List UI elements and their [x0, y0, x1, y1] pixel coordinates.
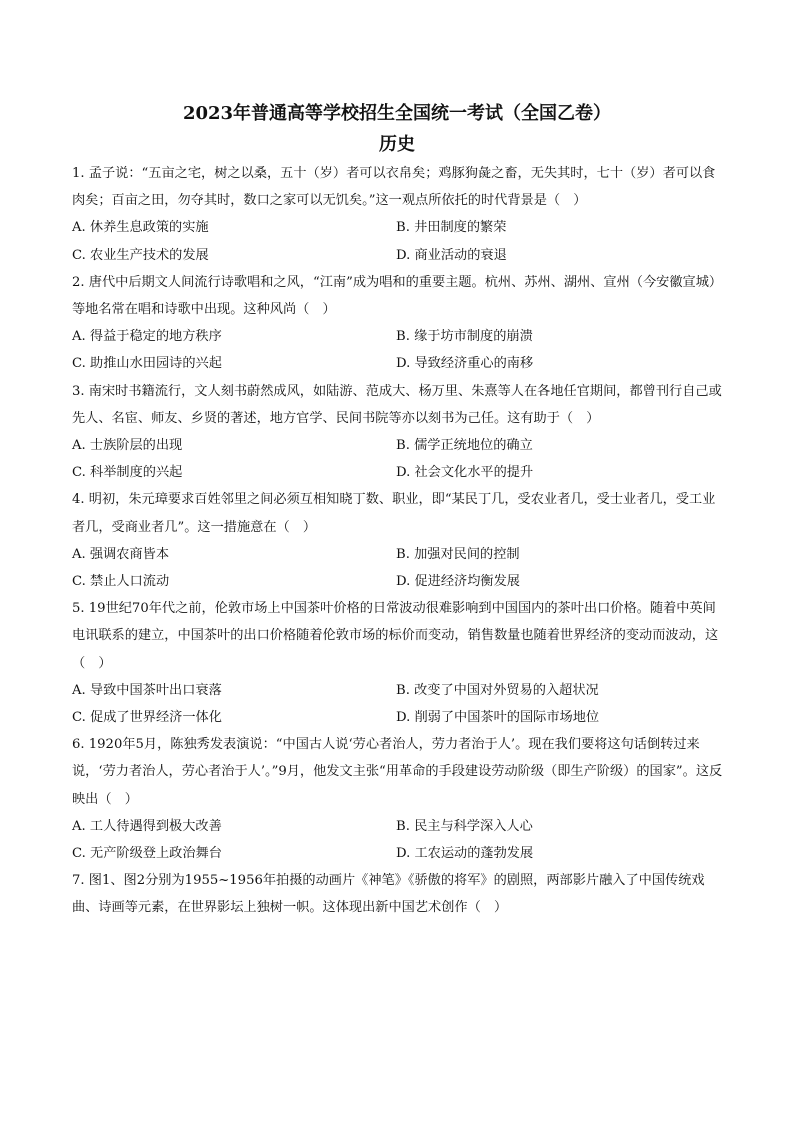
option-d: D. 导致经济重心的南移 [396, 356, 534, 372]
question-stem: 2. 唐代中后期文人间流行诗歌唱和之风，“江南”成为唱和的重要主题。杭州、苏州、湖州、宣州（今安徽宣城）等地名常在唱和诗歌中出现。这种风尚（ ） [72, 274, 723, 318]
question-stem: 4. 明初，朱元璋要求百姓邻里之间必须互相知晓丁数、职业，即“某民丁几，受农业者几，受士业者几，受工业者几，受商业者几”。这一措施意在（ ） [72, 492, 716, 535]
option-b: B. 井田制度的繁荣 [396, 220, 507, 236]
question-stem: 6. 1920年5月，陈独秀发表演说：“中国古人说‘劳心者治人，劳力者治于人’。现在我们要将这句话倒转过来说，‘劳力者治人，劳心者治于人’。”9月，他发文主张“用革命的手段建设劳动阶级（即生产阶级）的国家”。这反映出（ ） [72, 737, 723, 807]
question-list [72, 160, 724, 922]
options [72, 432, 724, 486]
question-6 [72, 731, 724, 867]
option-a: A. 士族阶层的出现 [72, 438, 183, 454]
options [72, 677, 724, 731]
options [72, 214, 724, 268]
question-7 [72, 867, 724, 921]
options [72, 541, 724, 595]
question-stem: 7. 图1、图2分别为1955~1956年拍摄的动画片《神笔》《骄傲的将军》的剧照，两部影片融入了中国传统戏曲、诗画等元素，在世界影坛上独树一帜。这体现出新中国艺术创作（ ） [72, 873, 705, 916]
options [72, 323, 724, 377]
option-a: A. 得益于稳定的地方秩序 [72, 329, 222, 345]
option-a: A. 工人待遇得到极大改善 [72, 818, 222, 834]
question-stem: 3. 南宋时书籍流行，文人刻书蔚然成风，如陆游、范成大、杨万里、朱熹等人在各地任官期间，都曾刊行自己或先人、名宦、师友、乡贤的著述，地方官学、民间书院等亦以刻书为己任。这有助于（ ） [72, 383, 722, 426]
options [72, 813, 724, 867]
option-d: D. 削弱了中国茶叶的国际市场地位 [396, 710, 600, 726]
question-3 [72, 378, 724, 487]
option-b: B. 加强对民间的控制 [396, 546, 520, 562]
option-c: C. 促成了世界经济一体化 [72, 710, 222, 726]
option-c: C. 助推山水田园诗的兴起 [72, 356, 222, 372]
option-a: A. 强调农商皆本 [72, 546, 170, 562]
option-b: B. 儒学正统地位的确立 [396, 438, 533, 454]
question-stem: 1. 孟子说：“五亩之宅，树之以桑，五十（岁）者可以衣帛矣；鸡豚狗彘之畜，无失其时，七十（岁）者可以食肉矣；百亩之田，勿夺其时，数口之家可以无饥矣。”这一观点所依托的时代背景是（ ） [72, 166, 716, 209]
option-c: C. 禁止人口流动 [72, 574, 170, 590]
subject-title: 历史 [379, 134, 415, 155]
option-d: D. 促进经济均衡发展 [396, 574, 520, 590]
option-d: D. 商业活动的衰退 [396, 247, 507, 263]
question-1 [72, 160, 724, 269]
option-b: B. 民主与科学深入人心 [396, 818, 533, 834]
question-5 [72, 595, 724, 731]
option-c: C. 科举制度的兴起 [72, 465, 183, 481]
question-2 [72, 269, 724, 378]
question-stem: 5. 19世纪70年代之前，伦敦市场上中国茶叶价格的日常波动很难影响到中国国内的茶叶出口价格。随着中英间电讯联系的建立，中国茶叶的出口价格随着伦敦市场的标价而变动，销售数量也随着世界经济的变动而波动，这（ ） [72, 601, 719, 671]
option-b: B. 缘于坊市制度的崩溃 [396, 329, 533, 345]
option-c: C. 无产阶级登上政治舞台 [72, 846, 222, 862]
option-d: D. 工农运动的蓬勃发展 [396, 846, 534, 862]
exam-title: 2023年普通高等学校招生全国统一考试（全国乙卷） [182, 103, 612, 124]
option-d: D. 社会文化水平的提升 [396, 465, 534, 481]
option-a: A. 导致中国茶叶出口衰落 [72, 682, 222, 698]
option-b: B. 改变了中国对外贸易的入超状况 [396, 682, 599, 698]
question-4 [72, 486, 724, 595]
option-a: A. 休养生息政策的实施 [72, 220, 209, 236]
option-c: C. 农业生产技术的发展 [72, 247, 209, 263]
